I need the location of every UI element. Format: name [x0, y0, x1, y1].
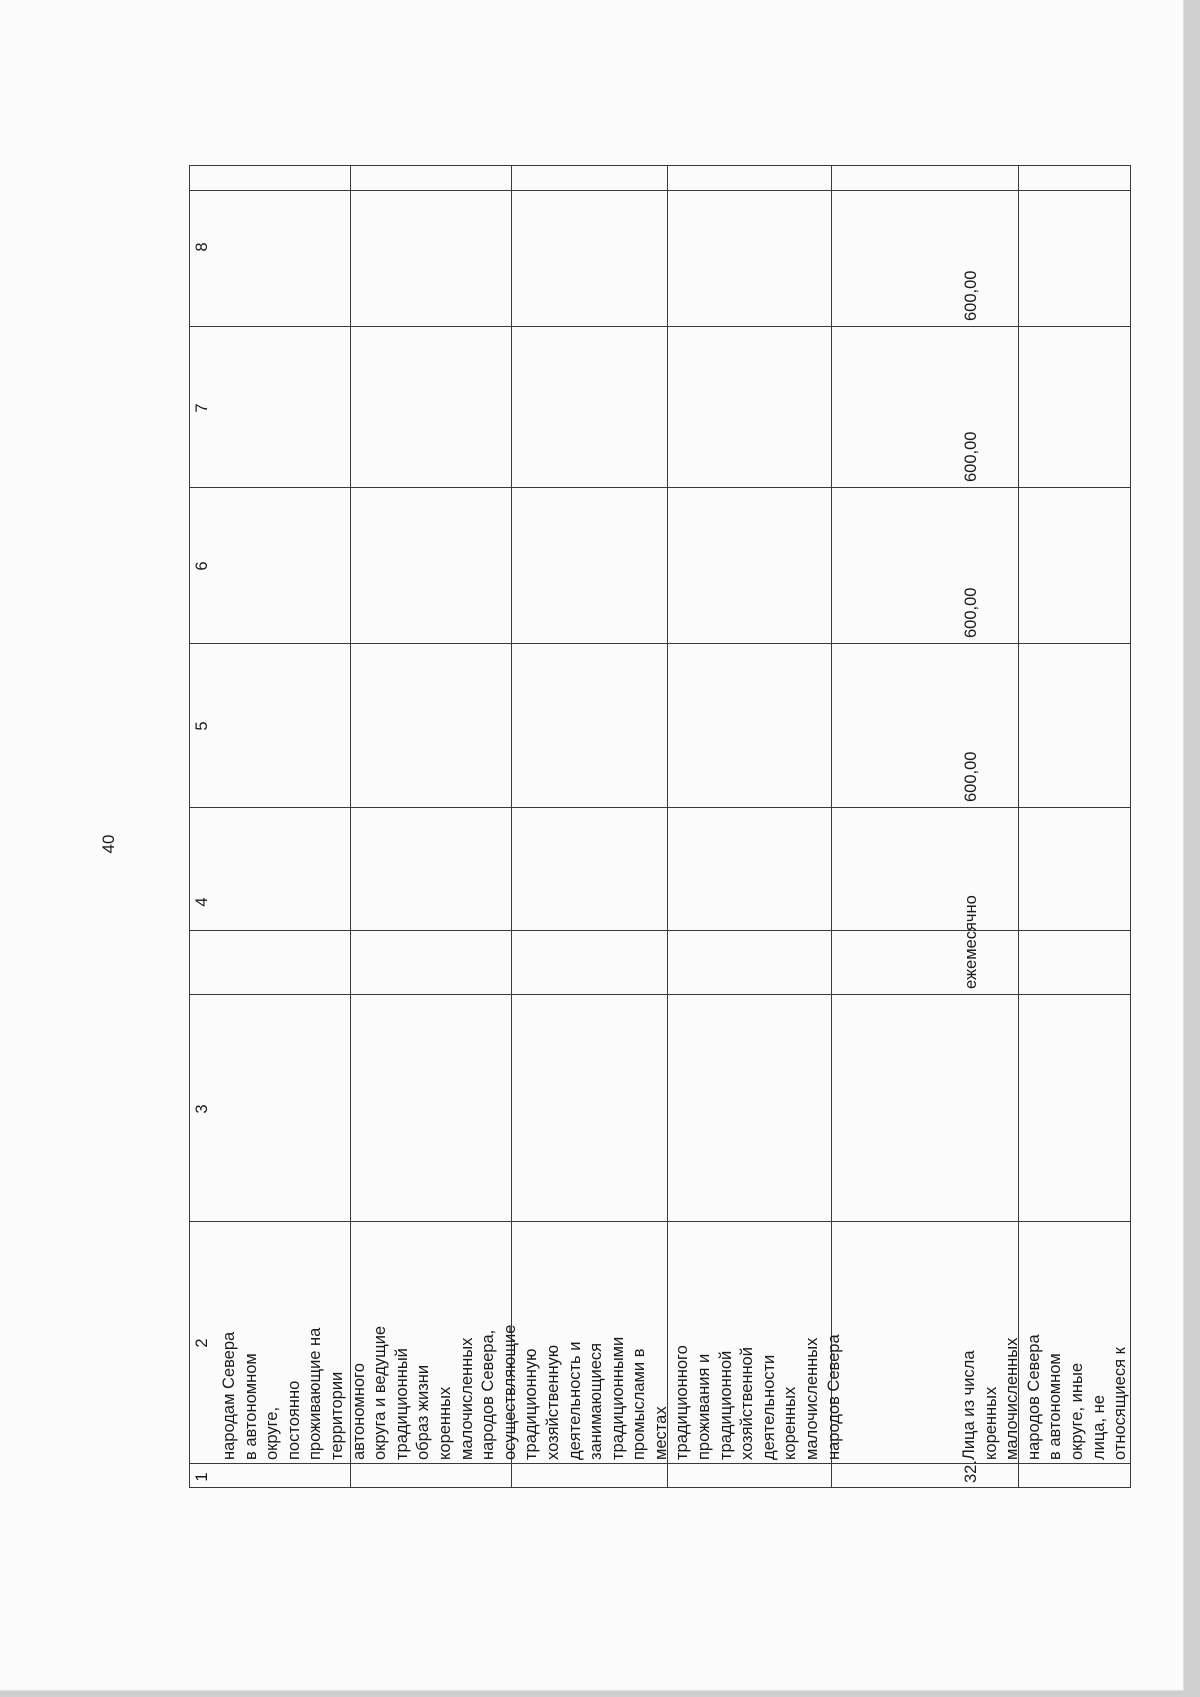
cell-r2-c4 [955, 808, 1132, 995]
cell-text-line: традиционного [673, 1345, 692, 1460]
cell-text-line: автономного [349, 1363, 368, 1460]
cell-r2-c8 [955, 166, 1132, 327]
cell-text-line: традиционный [392, 1348, 411, 1460]
cell-text-line: коренных [781, 1386, 800, 1460]
cell-text-line: деятельности [759, 1354, 778, 1460]
header-col-8: 8 [192, 241, 211, 252]
header-col-6: 6 [192, 561, 211, 571]
cell-r1-c3 [215, 995, 955, 1222]
cell-text-line: коренных [981, 1386, 1000, 1460]
cell-text-line: в автономном [1046, 1353, 1065, 1460]
cell-text-line: народам Севера [220, 1331, 238, 1460]
cell-text-line: осуществляющие [500, 1324, 519, 1460]
header-col-4: 4 [192, 896, 211, 907]
cell-text-line: традиционную [522, 1348, 541, 1460]
cell-text-line: в автономном [241, 1353, 260, 1460]
cell-text-line: традиционными [608, 1336, 627, 1460]
cell-text-line: малочисленных [803, 1337, 822, 1460]
cell-r2-c2 [955, 1222, 1132, 1464]
header-col-5: 5 [192, 721, 211, 731]
header-col-7: 7 [192, 402, 211, 413]
header-col-3: 3 [192, 1103, 211, 1114]
cell-text-line: округе, иные [1067, 1362, 1086, 1460]
cell-r2-c6 [955, 488, 1132, 644]
cell-text-line: проживающие на [306, 1327, 325, 1460]
cell-text-line: территории [327, 1371, 346, 1460]
cell-text-line: местах [651, 1406, 670, 1460]
cell-text-line: округе, [263, 1406, 282, 1460]
cell-text-line: хозяйственную [543, 1344, 562, 1460]
header-col-1: 1 [192, 1471, 211, 1482]
cell-text: ежемесячно [962, 895, 980, 989]
cell-text: 600,00 [962, 270, 980, 321]
header-col-2: 2 [192, 1338, 211, 1348]
cell-text-line: народов Севера, [479, 1329, 498, 1460]
cell-text-line: традиционной [716, 1350, 735, 1460]
rotated-table [189, 165, 1131, 1488]
cell-r2-c7 [955, 327, 1132, 488]
cell-text-line: коренных [435, 1386, 454, 1460]
cell-text: 600,00 [962, 431, 980, 482]
cell-text-line: лица, не [1089, 1395, 1108, 1460]
cell-text: 32. [962, 1460, 980, 1483]
cell-text-line: деятельность и [565, 1341, 584, 1460]
cell-r1-c5 [215, 644, 955, 808]
cell-text-line: народов Севера [824, 1334, 843, 1460]
cell-text-line: малочисленных [1003, 1337, 1022, 1460]
cell-text-line: постоянно [284, 1380, 303, 1460]
cell-text-line: хозяйственной [738, 1347, 757, 1460]
cell-r1-c2 [215, 1222, 955, 1464]
cell-text-line: проживания и [695, 1353, 714, 1460]
cell-r1-c1 [215, 1464, 955, 1489]
cell-r2-c5 [955, 644, 1132, 808]
cell-text-line: Лица из числа [960, 1350, 978, 1460]
cell-text: 600,00 [962, 587, 980, 638]
cell-text-line: округа и ведущие [371, 1325, 390, 1460]
cell-r1-c7 [215, 327, 955, 488]
cell-r2-c1 [955, 1460, 1132, 1489]
cell-text-line: образ жизни [414, 1364, 433, 1460]
cell-text-line: занимающиеся [587, 1342, 606, 1460]
cell-r1-c8 [215, 166, 955, 327]
cell-r1-c4 [215, 808, 955, 995]
cell-text-line: народов Севера [1024, 1334, 1043, 1460]
cell-text-line: относящиеся к [1111, 1347, 1130, 1460]
cell-text-line: малочисленных [457, 1337, 476, 1460]
cell-r2-c3 [955, 995, 1132, 1222]
page-number: 40 [99, 834, 118, 854]
cell-text-line: промыслами в [630, 1348, 649, 1460]
cell-r1-c6 [215, 488, 955, 644]
cell-text: 600,00 [962, 751, 980, 802]
